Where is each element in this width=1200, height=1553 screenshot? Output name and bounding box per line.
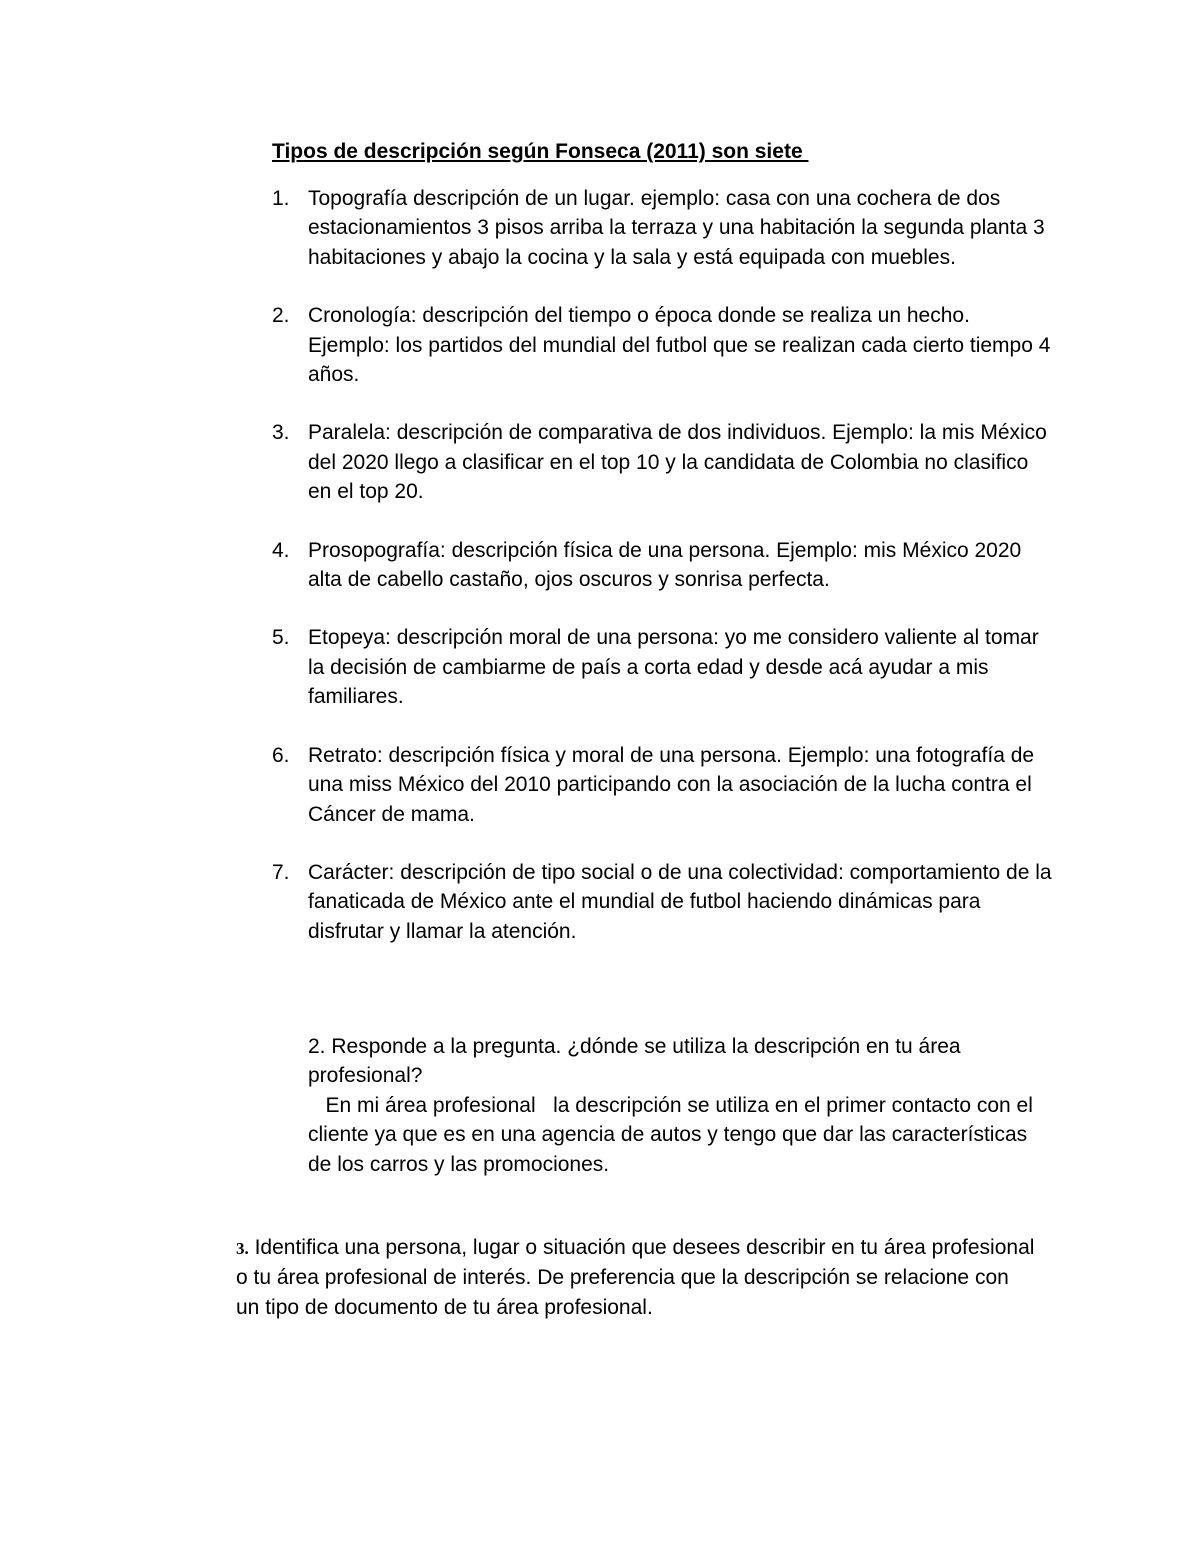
list-item-number: 3. [272,421,290,445]
list-item [272,301,1052,389]
question-prompt: 2. Responde a la pregunta. ¿dónde se utiliza la descripción en tu área profesional? [308,1035,961,1088]
list-item [272,741,1052,829]
task-section [236,1233,1036,1322]
question-answer: En mi área profesional la descripción se utiliza en el primer contacto con el cliente ya que es en una agencia de autos y tengo que dar las características de los carros y las promociones. [308,1093,1039,1176]
list-item-text: Carácter: descripción de tipo social o de una colectividad: comportamiento de la fanaticada de México ante el mundial de futbol haciendo dinámicas para disfrutar y llamar la atención. [308,860,1052,943]
list-item-number: 2. [272,304,290,328]
list-item-number: 6. [272,743,290,767]
list-item [272,418,1052,506]
list-item-number: 5. [272,626,290,650]
description-types-list [272,184,1052,975]
task-number: 3. [236,1239,249,1258]
list-item-text: Paralela: descripción de comparativa de dos individuos. Ejemplo: la mis México del 2020 llego a clasificar en el top 10 y la candidata de Colombia no clasifico en el top 20. [308,421,1047,504]
list-item-text: Retrato: descripción física y moral de una persona. Ejemplo: una fotografía de una miss México del 2010 participando con la asociación de la lucha contra el Cáncer de mama. [308,743,1035,826]
list-item-text: Etopeya: descripción moral de una persona: yo me considero valiente al tomar la decisión de cambiarme de país a corta edad y desde acá ayudar a mis familiares. [308,626,1039,709]
list-item-text: Topografía descripción de un lugar. ejemplo: casa con una cochera de dos estacionamientos 3 pisos arriba la terraza y una habitación la segunda planta 3 habitaciones y abajo la cocina y la sala y está equipada con muebles. [308,187,1045,269]
list-item-number: 4. [272,538,290,562]
task-text: Identifica una persona, lugar o situación que desees describir en tu área profesional o tu área profesional de interés. De preferencia que la descripción se relacione con un tipo de documento de tu área profesional. [236,1236,1035,1319]
list-item-number: 7. [272,860,290,884]
list-item [272,858,1052,946]
document-title: Tipos de descripción según Fonseca (2011) son siete [272,140,809,163]
list-item-text: Cronología: descripción del tiempo o época donde se realiza un hecho. Ejemplo: los partidos del mundial del futbol que se realizan cada cierto tiempo 4 años. [308,304,1051,387]
list-item [272,536,1052,595]
question-section [308,1032,1048,1179]
list-item-text: Prosopografía: descripción física de una persona. Ejemplo: mis México 2020 alta de cabello castaño, ojos oscuros y sonrisa perfecta. [308,538,1022,592]
list-item-number: 1. [272,187,290,210]
list-item [272,184,1052,272]
list-item [272,623,1052,711]
